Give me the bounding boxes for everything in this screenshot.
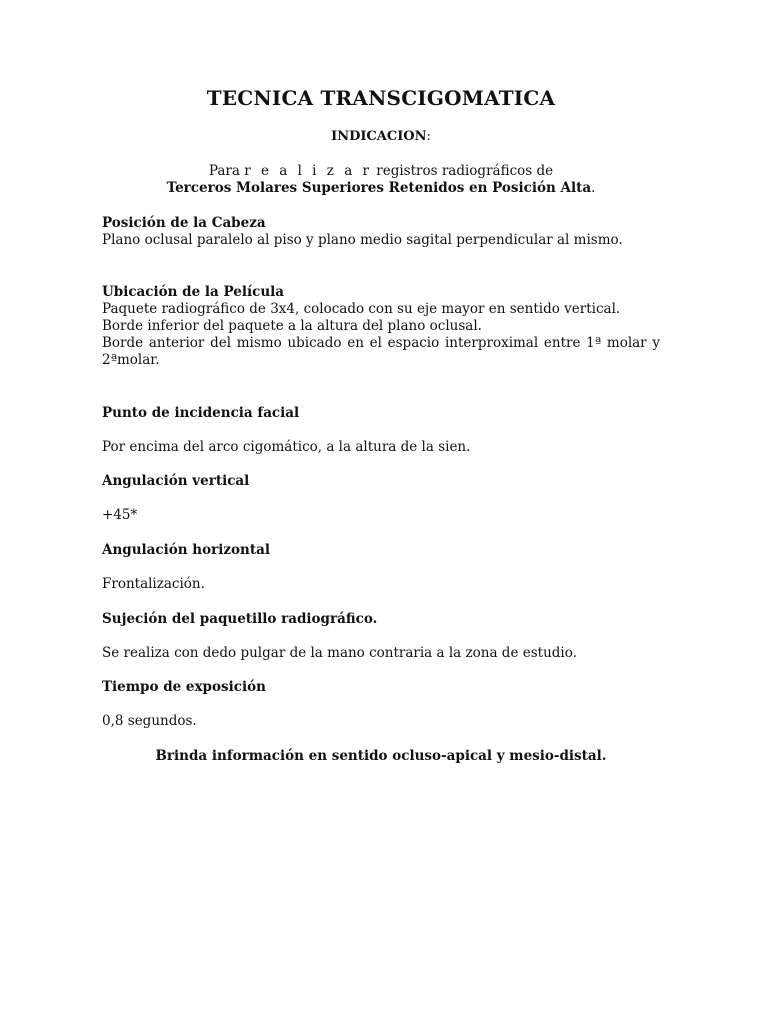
indicacion-text [102, 163, 660, 180]
section-text: Por encima del arco cigomático, a la altura de la sien. [102, 439, 471, 455]
document-title: TECNICA TRANSCIGOMATICA [206, 86, 556, 110]
section-heading: Punto de incidencia facial [102, 405, 300, 421]
indicacion-label: INDICACION [331, 129, 427, 144]
closing-statement: Brinda información en sentido ocluso-apical y mesio-distal. [155, 748, 607, 764]
intro-end: . [591, 180, 596, 196]
intro-prefix: Para [208, 163, 240, 179]
section-text: Frontalización. [102, 576, 205, 592]
section-text: Plano oclusal paralelo al piso y plano medio sagital perpendicular al mismo. [102, 232, 623, 248]
section-posicion-cabeza [102, 215, 660, 249]
section-punto-incidencia [102, 405, 660, 456]
section-text: 0,8 segundos. [102, 713, 197, 729]
section-text: Paquete radiográfico de 3x4, colocado con su eje mayor en sentido vertical. [102, 301, 621, 317]
section-text: Borde inferior del paquete a la altura del plano oclusal. [102, 318, 482, 334]
indicacion-subject [102, 180, 660, 197]
section-text: Se realiza con dedo pulgar de la mano contraria a la zona de estudio. [102, 645, 577, 661]
section-heading: Sujeción del paquetillo radiográfico. [102, 611, 378, 627]
section-angulacion-horizontal [102, 542, 660, 593]
section-sujecion [102, 611, 660, 662]
section-heading: Angulación horizontal [102, 542, 270, 558]
indicacion-colon: : [426, 129, 431, 144]
section-heading: Tiempo de exposición [102, 679, 266, 695]
section-angulacion-vertical [102, 473, 660, 524]
intro-spaced-word: r e a l i z a r [244, 163, 372, 179]
section-ubicacion-pelicula [102, 284, 660, 369]
section-heading: Ubicación de la Película [102, 284, 285, 300]
section-text: Borde anterior del mismo ubicado en el espacio interproximal entre 1ª molar y 2ªmolar. [102, 335, 660, 368]
section-heading: Angulación vertical [102, 473, 250, 489]
intro-suffix: registros radiográficos de [376, 163, 554, 179]
section-text: +45* [102, 507, 138, 523]
intro-bold: Terceros Molares Superiores Retenidos en Posición Alta [166, 180, 592, 196]
section-tiempo-exposicion [102, 679, 660, 730]
indicacion-heading [102, 128, 660, 145]
section-heading: Posición de la Cabeza [102, 215, 266, 231]
